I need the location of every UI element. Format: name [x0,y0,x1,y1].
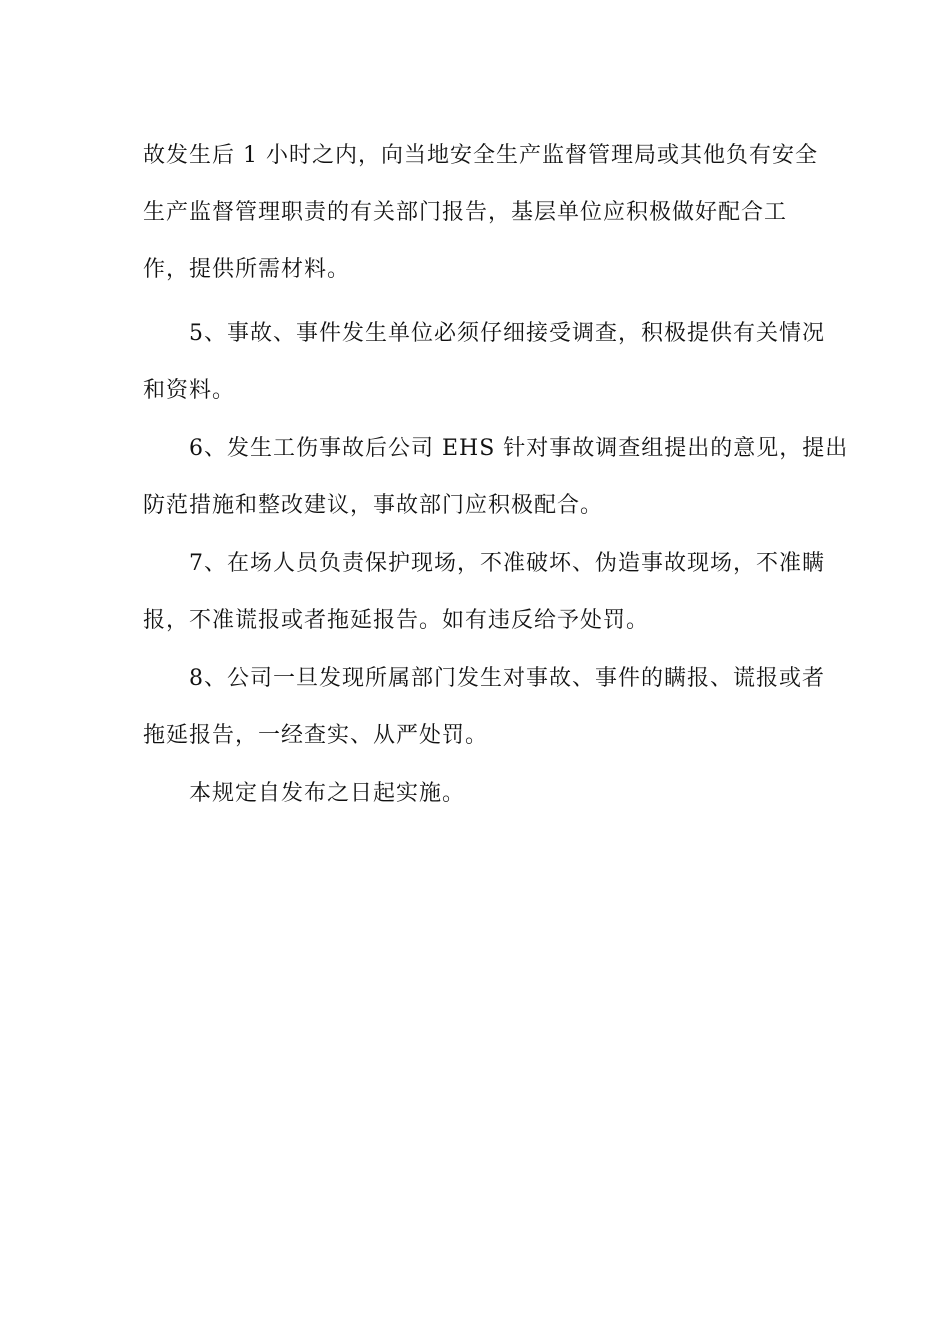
text-line: 报，不准谎报或者拖延报告。如有违反给予处罚。 [143,608,650,633]
text-line: 拖延报告，一经查实、从严处罚。 [143,723,489,748]
text-line: 防范措施和整改建议，事故部门应积极配合。 [143,493,604,518]
text-line: 作，提供所需材料。 [143,257,351,282]
paragraph-item-6 [143,420,849,534]
paragraph-item-7 [143,535,825,649]
paragraph-effective-date [143,765,807,822]
paragraph-item-8 [143,650,825,764]
text-line: 故发生后 1 小时之内，向当地安全生产监督管理局或其他负有安全 [143,143,818,168]
text-line: 5、事故、事件发生单位必须仔细接受调查，积极提供有关情况 [189,321,825,346]
text-line: 和资料。 [143,378,236,403]
text-line: 本规定自发布之日起实施。 [189,781,466,806]
document-body [143,127,849,822]
paragraph-continued [143,127,818,298]
text-line: 6、发生工伤事故后公司 EHS 针对事故调查组提出的意见，提出 [189,436,849,461]
text-line: 生产监督管理职责的有关部门报告，基层单位应积极做好配合工 [143,200,788,225]
text-line: 8、公司一旦发现所属部门发生对事故、事件的瞒报、谎报或者 [189,666,825,691]
paragraph-item-5 [143,305,825,419]
text-line: 7、在场人员负责保护现场，不准破坏、伪造事故现场，不准瞒 [189,551,825,576]
